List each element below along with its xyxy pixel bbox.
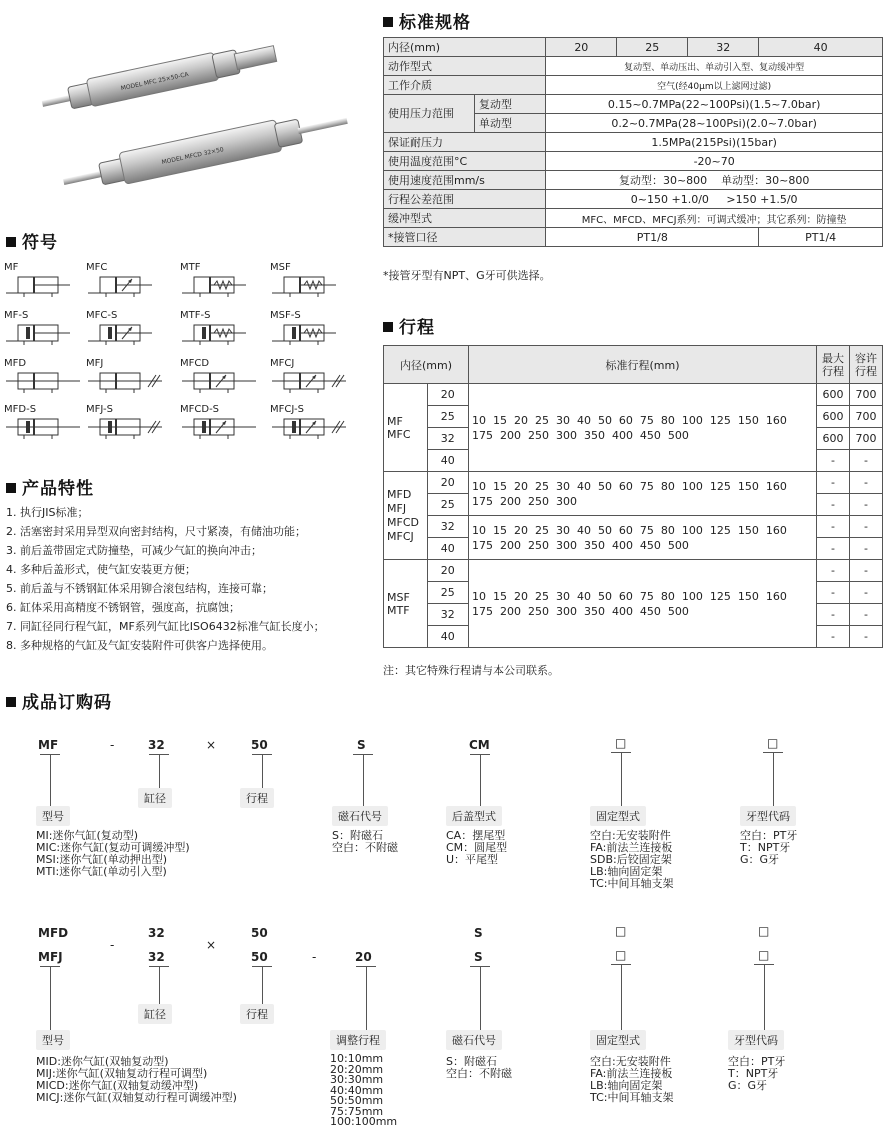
symbol-mfcd — [180, 358, 260, 396]
connector-line — [50, 754, 51, 806]
label2-thread: 牙型代码 — [728, 1030, 784, 1050]
code-underline — [356, 966, 376, 967]
symbol-mfc-s — [86, 310, 166, 348]
connector-line — [480, 966, 481, 1030]
label2-model: 型号 — [36, 1030, 70, 1050]
code2-mag-a: S — [474, 926, 483, 940]
code-x: × — [206, 738, 217, 752]
code2-bore-b: 32 — [148, 950, 165, 964]
code-underline — [149, 754, 169, 755]
feature-item: 4. 多种后盖形式，使气缸安装更方便； — [6, 563, 196, 576]
symbol-label: MFJ — [86, 358, 104, 369]
cylinder-symbol-icon — [180, 321, 260, 345]
symbol-label: MFCD — [180, 358, 210, 369]
code2-x: × — [206, 938, 217, 952]
symbol-mfcd-s — [180, 404, 260, 442]
mag2-desc: S：附磁石 空白：不附磁 — [446, 1055, 512, 1080]
spec-table: 内径(mm) 20 25 32 40 动作型式 复动型、单动压出、单动引入型、复动缓冲型 工作介质 空气(经40μm以上滤网过滤) 使用压力范围 复动型 0.15~0.7MPa(22~100Psi)(1.5~7.0bar) 单动型 0.2~0.7MPa(28~100Psi)(2.0~7.0bar) 保证耐压力 1.5MPa(215Psi)(15bar) 使用温度范围°C -20~70 使用速度范围mm/s 复动型：30~800 单动型：30~800 行程公差范围 0~150 +1.0/0 >150 +1.5/0 缓冲型式 MFC、MFCD、MFCJ系列：可调式缓冲；其它系列：防撞垫 *接管口径 PT1/8 PT1/4 — [383, 37, 883, 247]
code-bore: 32 — [148, 738, 165, 752]
code-underline — [252, 754, 272, 755]
product-photo — [20, 20, 370, 200]
symbol-label: MF — [4, 262, 19, 273]
label-stroke: 行程 — [240, 788, 274, 808]
symbols-grid — [0, 262, 370, 442]
code2-bore-a: 32 — [148, 926, 165, 940]
model2-desc: MID:迷你气缸(双轴复动型) MIJ:迷你气缸(双轴复动行程可调型) MICD:迷你气缸(双轴复动缓冲型) MICJ:迷你气缸(双轴复动行程可调缓冲型) — [36, 1055, 237, 1104]
label-mount: 固定型式 — [590, 806, 646, 826]
label2-mag: 磁石代号 — [446, 1030, 502, 1050]
label-model: 型号 — [36, 806, 70, 826]
code-underline — [754, 964, 774, 965]
symbol-label: MFCJ — [270, 358, 295, 369]
feature-item: 5. 前后盖与不锈钢缸体采用铆合滚包结构，连接可靠； — [6, 582, 273, 595]
cylinder-symbol-icon — [270, 415, 350, 439]
label-rear: 后盖型式 — [446, 806, 502, 826]
code2-mount-a: □ — [615, 924, 627, 938]
connector-line — [480, 754, 481, 806]
symbol-label: MFCD-S — [180, 404, 220, 415]
cylinder-symbol-icon — [4, 321, 84, 345]
cylinder-2-label: MODEL MFCD 32×50 — [161, 146, 225, 167]
symbol-mtf-s — [180, 310, 260, 348]
symbol-mfcj — [270, 358, 350, 396]
symbol-mfj — [86, 358, 166, 396]
code-rear: CM — [469, 738, 490, 752]
label-mag: 磁石代号 — [332, 806, 388, 826]
cylinder-symbol-icon — [4, 273, 84, 297]
symbol-label: MFD-S — [4, 404, 37, 415]
symbol-label: MSF — [270, 262, 291, 273]
code-underline — [763, 752, 783, 753]
code-underline — [470, 754, 490, 755]
order-title: 成品订购码 — [6, 688, 112, 713]
mag-desc: S：附磁石 空白：不附磁 — [332, 829, 398, 854]
stroke-title: 行程 — [383, 313, 435, 338]
symbol-mfd-s — [4, 404, 84, 442]
code-underline — [470, 966, 490, 967]
adj2-desc: 10:10mm 20:20mm 30:30mm 40:40mm 50:50mm 75:75mm 100:100mm — [330, 1052, 398, 1128]
cylinder-symbol-icon — [86, 273, 166, 297]
code-underline — [611, 752, 631, 753]
rear-desc: CA：摆尾型 CM：圆尾型 U：平尾型 — [446, 829, 508, 866]
connector-line — [621, 752, 622, 806]
cylinder-2 — [60, 105, 350, 197]
cylinder-symbol-icon — [86, 415, 166, 439]
label2-stroke: 行程 — [240, 1004, 274, 1024]
symbol-label: MFD — [4, 358, 27, 369]
symbol-label: MF-S — [4, 310, 29, 321]
stroke-note: 注：其它特殊行程请与本公司联系。 — [383, 664, 559, 677]
code-underline — [353, 754, 373, 755]
symbol-mf-s — [4, 310, 84, 348]
label2-bore: 缸径 — [138, 1004, 172, 1024]
label-thread: 牙型代码 — [740, 806, 796, 826]
model-desc: MI:迷你气缸(复动型) MIC:迷你气缸(复动可调缓冲型) MSI:迷你气缸(单动押出型) MTI:迷你气缸(单动引入型) — [36, 829, 190, 878]
code-thread: □ — [767, 736, 779, 750]
feature-item: 3. 前后盖带固定式防撞垫，可减少气缸的换向冲击； — [6, 544, 262, 557]
connector-line — [159, 754, 160, 788]
code-underline — [252, 966, 272, 967]
code-dash: - — [110, 738, 115, 752]
thread2-desc: 空白：PT牙 T：NPT牙 G：G牙 — [728, 1055, 786, 1092]
cylinder-symbol-icon — [180, 369, 260, 393]
code-mag: S — [357, 738, 366, 752]
symbol-mtf — [180, 262, 260, 300]
code2-dash2: - — [312, 950, 317, 964]
symbol-label: MSF-S — [270, 310, 301, 321]
stroke-table: 内径(mm) 标准行程(mm) 最大行程 容许行程 MF MFC 20 10 15 20 25 30 40 50 60 75 80 100 125 150 160 175 200 250 300 350 400 450 500 600 700 25 600 700 32 600 700 40 - - MFD MFJ MFCD MFCJ 20 10 15 20 25 30 40 50 60 75 80 100 125 150 160 175 200 250 300 - - 25 - - 32 10 15 20 25 30 40 50 60 75 80 100 125 150 160 175 200 250 300 350 400 450 500 - - 40 - - MSF MTF 20 10 15 20 25 30 40 50 60 75 80 100 125 150 160 175 200 250 300 350 400 450 500 - - 25 - - 32 - - 40 - - — [383, 345, 883, 648]
code2-model-a: MFD — [38, 926, 69, 940]
symbol-label: MTF-S — [180, 310, 211, 321]
feature-item: 6. 缸体采用高精度不锈钢管，强度高，抗腐蚀； — [6, 601, 240, 614]
cylinder-symbol-icon — [86, 369, 166, 393]
feature-item: 8. 多种规格的气缸及气缸安装附件可供客户选择使用。 — [6, 639, 273, 652]
connector-line — [262, 966, 263, 1004]
symbol-mfd — [4, 358, 84, 396]
code-mount: □ — [615, 736, 627, 750]
symbol-mf — [4, 262, 84, 300]
code2-mount-b: □ — [615, 948, 627, 962]
connector-line — [262, 754, 263, 788]
feature-item: 2. 活塞密封采用异型双向密封结构，尺寸紧凑，有储油功能； — [6, 525, 306, 538]
feature-item: 1. 执行JIS标准； — [6, 506, 89, 519]
code2-model-b: MFJ — [38, 950, 63, 964]
code-underline — [611, 964, 631, 965]
spec-note: *接管牙型有NPT、G牙可供选择。 — [383, 269, 551, 282]
code-underline — [149, 966, 169, 967]
code2-dash: - — [110, 938, 115, 952]
feature-item: 7. 同缸径同行程气缸，MF系列气缸比ISO6432标准气缸长度小； — [6, 620, 325, 633]
thread-desc: 空白：PT牙 T：NPT牙 G：G牙 — [740, 829, 798, 866]
label2-adj: 调整行程 — [330, 1030, 386, 1050]
symbol-msf-s — [270, 310, 350, 348]
code-underline — [40, 966, 60, 967]
cylinder-symbol-icon — [4, 415, 84, 439]
cylinder-symbol-icon — [270, 273, 350, 297]
symbol-msf — [270, 262, 350, 300]
code2-stroke-a: 50 — [251, 926, 268, 940]
cylinder-symbol-icon — [180, 273, 260, 297]
symbol-mfj-s — [86, 404, 166, 442]
connector-line — [159, 966, 160, 1004]
connector-line — [366, 966, 367, 1030]
cylinder-symbol-icon — [4, 369, 84, 393]
label-bore: 缸径 — [138, 788, 172, 808]
connector-line — [363, 754, 364, 806]
cylinder-1 — [39, 40, 278, 117]
connector-line — [764, 964, 765, 1030]
mount-desc: 空白:无安装附件 FA:前法兰连接板 SDB:后铰固定架 LB:轴向固定架 TC:中间耳轴支架 — [590, 829, 674, 890]
cylinder-symbol-icon — [180, 415, 260, 439]
connector-line — [50, 966, 51, 1030]
label2-mount: 固定型式 — [590, 1030, 646, 1050]
code-stroke: 50 — [251, 738, 268, 752]
code2-adj: 20 — [355, 950, 372, 964]
symbol-label: MFC-S — [86, 310, 118, 321]
spec-title: 标准规格 — [383, 8, 471, 33]
symbol-mfc — [86, 262, 166, 300]
symbol-label: MFC — [86, 262, 108, 273]
cylinder-1-label: MODEL MFC 25×50-CA — [120, 71, 190, 93]
symbol-label: MFCJ-S — [270, 404, 304, 415]
cylinder-symbol-icon — [270, 369, 350, 393]
connector-line — [773, 752, 774, 806]
code2-thread-b: □ — [758, 948, 770, 962]
symbol-label: MTF — [180, 262, 201, 273]
features-title: 产品特性 — [6, 474, 94, 499]
features-list — [6, 503, 381, 655]
code-model: MF — [38, 738, 59, 752]
cylinder-symbol-icon — [270, 321, 350, 345]
connector-line — [621, 964, 622, 1030]
cylinder-symbol-icon — [86, 321, 166, 345]
code2-mag-b: S — [474, 950, 483, 964]
symbols-title: 符号 — [6, 228, 58, 253]
symbol-label: MFJ-S — [86, 404, 113, 415]
code2-thread-a: □ — [758, 924, 770, 938]
symbol-mfcj-s — [270, 404, 350, 442]
code2-stroke-b: 50 — [251, 950, 268, 964]
mount2-desc: 空白:无安装附件 FA:前法兰连接板 LB:轴向固定架 TC:中间耳轴支架 — [590, 1055, 674, 1104]
code-underline — [40, 754, 60, 755]
